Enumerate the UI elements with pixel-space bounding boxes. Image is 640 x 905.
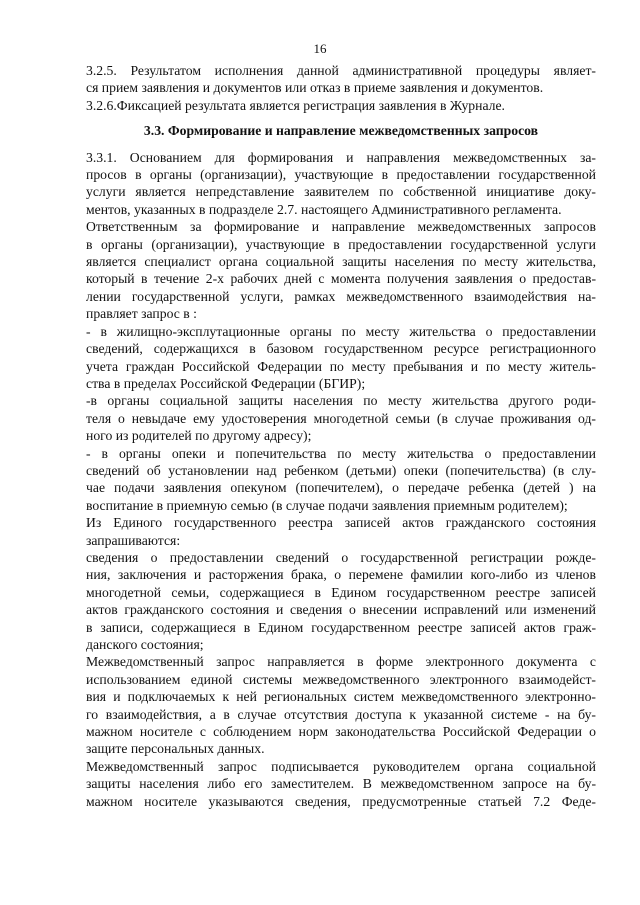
text-line: мажном носителе с соблюдением норм законодательства Российской Федерации о (86, 724, 596, 740)
page-number: 16 (313, 41, 327, 56)
text-line: сведений, содержащихся в базовом государственном ресурсе регистрационного (86, 341, 596, 357)
text-line: в органы (организации), участвующие в предоставлении государственной услуги (86, 236, 596, 252)
text-line: - в органы опеки и попечительства по месту жительства о предоставлении (86, 445, 596, 461)
text-line: Межведомственный запрос подписывается руководителем органа социальной (86, 758, 596, 774)
text-line: в записи, содержащиеся в Едином государственном реестре записей актов граж- (86, 619, 596, 635)
text-line: является специалист органа социальной защиты населения по месту жительства, (86, 254, 596, 270)
paragraph (86, 549, 596, 653)
text-line: многодетной семьи, содержащиеся в Едином государственном реестре записей (86, 584, 596, 600)
text-line: сведения о предоставлении сведений о государственной регистрации рожде- (86, 549, 596, 565)
paragraph (86, 149, 596, 219)
paragraph (86, 62, 596, 114)
text-line: Из Единого государственного реестра записей актов гражданского состояния (86, 515, 596, 531)
paragraph (86, 514, 596, 549)
text-line: теля о невыдаче ему удостоверения многодетной семьи (в случае проживания од- (86, 410, 596, 426)
text-line: защите персональных данных. (86, 741, 265, 757)
text-line: - в жилищно-эксплутационные органы по месту жительства о предоставлении (86, 323, 596, 339)
text-line: лении государственной услуги, рамках межведомственного взаимодействия на- (86, 288, 596, 304)
text-line: ся прием заявления и документов или отказ в приеме заявления и документов. (86, 80, 544, 96)
text-line: -в органы социальной защиты населения по месту жительства другого роди- (86, 393, 596, 409)
text-line: данского состояния; (86, 637, 204, 652)
text-line: услуги является непредставление заявителем по собственной инициативе доку- (86, 184, 596, 200)
text-line: 3.3.1. Основанием для формирования и направления межведомственных за- (86, 149, 596, 165)
text-line: го взаимодействия, а в случае отсутствия доступа к указанной системе - на бу- (86, 706, 596, 722)
text-line: ного из родителей по другому адресу); (86, 428, 312, 444)
text-line: запрашиваются: (86, 532, 181, 548)
text-line: 3.2.6.Фиксацией результата является регистрация заявления в Журнале. (86, 97, 505, 113)
paragraph (86, 445, 596, 515)
document-body (86, 62, 596, 810)
text-line: Межведомственный запрос направляется в форме электронного документа с (86, 654, 596, 670)
text-line: воспитание в приемную семью (в случае подачи заявления приемным родителем); (86, 497, 568, 513)
text-line: мажном носителе указываются сведения, предусмотренные статьей 7.2 Феде- (86, 793, 596, 809)
text-line: просов в органы (организации), участвующие в предоставлении государственной (86, 167, 596, 183)
text-line: 3.2.5. Результатом исполнения данной административной процедуры являет- (86, 63, 596, 78)
text-line: вия и подключаемых к ней региональных систем межведомственного электронно- (86, 689, 596, 705)
paragraph (86, 218, 596, 322)
text-line: ментов, указанных в подразделе 2.7. настоящего Административного регламента. (86, 201, 562, 217)
paragraph (86, 653, 596, 757)
text-line: правляет запрос в : (86, 306, 197, 322)
paragraph (86, 758, 596, 810)
section-title: 3.3. Формирование и направление межведомственных запросов (143, 123, 539, 139)
text-line: который в течение 2-х рабочих дней с момента получения заявления о предостав- (86, 271, 596, 287)
paragraph (86, 392, 596, 444)
text-line: использованием единой системы межведомственного электронного взаимодейст- (86, 671, 596, 687)
text-line: актов гражданского состояния и сведения о внесении исправлений или изменений (86, 602, 596, 618)
text-line: сведений об установлении над ребенком (детьми) опеки (попечительства) (в слу- (86, 462, 596, 478)
text-line: чае подачи заявления опекуном (попечителем), о передаче ребенка (детей ) на (86, 480, 596, 496)
text-line: ния, заключения и расторжения брака, о перемене фамилии кого-либо из членов (86, 567, 596, 583)
text-line: защиты населения либо его заместителем. В межведомственном запросе на бу- (86, 776, 596, 792)
text-line: ства в пределах Российской Федерации (БГИР); (86, 375, 366, 391)
text-line: Ответственным за формирование и направление межведомственных запросов (86, 219, 596, 235)
text-line: учета граждан Российской Федерации по месту пребывания и по месту житель- (86, 358, 596, 374)
paragraph (86, 323, 596, 393)
